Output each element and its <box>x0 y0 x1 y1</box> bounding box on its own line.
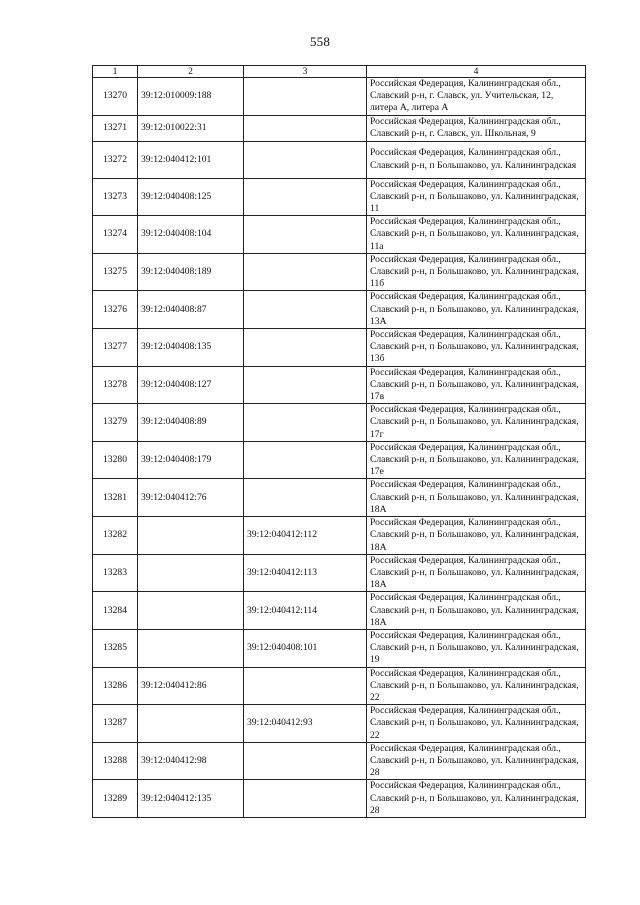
address: Российская Федерация, Калининградская обл., Славский р-н, п Большаково, ул. Калининградская, 11а <box>367 216 586 254</box>
cadastral-number: 39:12:040408:135 <box>138 329 244 367</box>
row-number: 13279 <box>93 404 138 442</box>
cadastral-number: 39:12:040412:135 <box>138 780 244 818</box>
row-number: 13280 <box>93 441 138 479</box>
cadastral-number <box>138 517 244 555</box>
row-number: 13276 <box>93 291 138 329</box>
column-header-number: 1 <box>93 66 138 78</box>
table-row <box>93 291 586 329</box>
related-cadastral-number <box>244 479 367 517</box>
related-cadastral-number <box>244 141 367 178</box>
registry-table <box>92 65 586 818</box>
table-body <box>93 78 586 818</box>
table-row <box>93 366 586 404</box>
row-number: 13271 <box>93 115 138 141</box>
related-cadastral-number <box>244 253 367 291</box>
cadastral-number: 39:12:040408:87 <box>138 291 244 329</box>
address: Российская Федерация, Калининградская обл., Славский р-н, п Большаково, ул. Калининградская, 17е <box>367 441 586 479</box>
related-cadastral-number: 39:12:040412:113 <box>244 554 367 592</box>
cadastral-number: 39:12:040408:127 <box>138 366 244 404</box>
cadastral-number: 39:12:040408:125 <box>138 178 244 216</box>
row-number: 13274 <box>93 216 138 254</box>
address: Российская Федерация, Калининградская обл., Славский р-н, п Большаково, ул. Калининградская, 18А <box>367 592 586 630</box>
related-cadastral-number: 39:12:040412:114 <box>244 592 367 630</box>
cadastral-number: 39:12:040408:89 <box>138 404 244 442</box>
address: Российская Федерация, Калининградская обл., Славский р-н, п Большаково, ул. Калининградская <box>367 141 586 178</box>
address: Российская Федерация, Калининградская обл., Славский р-н, п Большаково, ул. Калининградская, 18А <box>367 479 586 517</box>
related-cadastral-number <box>244 441 367 479</box>
related-cadastral-number: 39:12:040412:93 <box>244 705 367 743</box>
row-number: 13273 <box>93 178 138 216</box>
address: Российская Федерация, Калининградская обл., Славский р-н, п Большаково, ул. Калининградская, 17г <box>367 404 586 442</box>
cadastral-number <box>138 592 244 630</box>
header-row <box>93 66 586 78</box>
table-row <box>93 742 586 780</box>
related-cadastral-number <box>244 780 367 818</box>
related-cadastral-number <box>244 667 367 705</box>
row-number: 13281 <box>93 479 138 517</box>
address: Российская Федерация, Калининградская обл., Славский р-н, п Большаково, ул. Калининградская, 18А <box>367 554 586 592</box>
cadastral-number: 39:12:040412:76 <box>138 479 244 517</box>
cadastral-number <box>138 629 244 667</box>
cadastral-number: 39:12:010022:31 <box>138 115 244 141</box>
related-cadastral-number <box>244 115 367 141</box>
table-row <box>93 441 586 479</box>
table-row <box>93 592 586 630</box>
address: Российская Федерация, Калининградская обл., Славский р-н, п Большаково, ул. Калининградская, 28 <box>367 780 586 818</box>
row-number: 13287 <box>93 705 138 743</box>
cadastral-number: 39:12:040408:104 <box>138 216 244 254</box>
table-row <box>93 479 586 517</box>
address: Российская Федерация, Калининградская обл., Славский р-н, п Большаково, ул. Калининградская, 17в <box>367 366 586 404</box>
table-row <box>93 629 586 667</box>
row-number: 13275 <box>93 253 138 291</box>
row-number: 13288 <box>93 742 138 780</box>
table-row <box>93 404 586 442</box>
row-number: 13278 <box>93 366 138 404</box>
row-number: 13277 <box>93 329 138 367</box>
related-cadastral-number <box>244 329 367 367</box>
table-row <box>93 141 586 178</box>
table-row <box>93 329 586 367</box>
row-number: 13285 <box>93 629 138 667</box>
table-row <box>93 253 586 291</box>
related-cadastral-number <box>244 78 367 116</box>
related-cadastral-number <box>244 291 367 329</box>
address: Российская Федерация, Калининградская обл., Славский р-н, п Большаково, ул. Калининградская, 13А <box>367 291 586 329</box>
related-cadastral-number: 39:12:040412:112 <box>244 517 367 555</box>
related-cadastral-number <box>244 216 367 254</box>
table-row <box>93 517 586 555</box>
table-row <box>93 78 586 116</box>
row-number: 13286 <box>93 667 138 705</box>
related-cadastral-number <box>244 178 367 216</box>
cadastral-number: 39:12:040412:86 <box>138 667 244 705</box>
table-row <box>93 780 586 818</box>
table-row <box>93 216 586 254</box>
cadastral-number: 39:12:040412:101 <box>138 141 244 178</box>
related-cadastral-number <box>244 404 367 442</box>
cadastral-number: 39:12:040412:98 <box>138 742 244 780</box>
page-number: 558 <box>309 34 331 49</box>
column-header-address: 4 <box>367 66 586 78</box>
cadastral-number: 39:12:040408:179 <box>138 441 244 479</box>
row-number: 13284 <box>93 592 138 630</box>
column-header-related-cadastral-number: 3 <box>244 66 367 78</box>
row-number: 13289 <box>93 780 138 818</box>
cadastral-number: 39:12:010009:188 <box>138 78 244 116</box>
address: Российская Федерация, Калининградская обл., Славский р-н, г. Славск, ул. Школьная, 9 <box>367 115 586 141</box>
related-cadastral-number <box>244 742 367 780</box>
address: Российская Федерация, Калининградская обл., Славский р-н, г. Славск, ул. Учительская, 12, литера А, литера А <box>367 78 586 116</box>
table-row <box>93 667 586 705</box>
table-row <box>93 554 586 592</box>
address: Российская Федерация, Калининградская обл., Славский р-н, п Большаково, ул. Калининградская, 11 <box>367 178 586 216</box>
row-number: 13270 <box>93 78 138 116</box>
cadastral-number <box>138 554 244 592</box>
related-cadastral-number <box>244 366 367 404</box>
address: Российская Федерация, Калининградская обл., Славский р-н, п Большаково, ул. Калининградская, 11б <box>367 253 586 291</box>
address: Российская Федерация, Калининградская обл., Славский р-н, п Большаково, ул. Калининградская, 13б <box>367 329 586 367</box>
address: Российская Федерация, Калининградская обл., Славский р-н, п Большаково, ул. Калининградская, 18А <box>367 517 586 555</box>
cadastral-number: 39:12:040408:189 <box>138 253 244 291</box>
address: Российская Федерация, Калининградская обл., Славский р-н, п Большаково, ул. Калининградская, 19 <box>367 629 586 667</box>
table-row <box>93 115 586 141</box>
table-row <box>93 178 586 216</box>
related-cadastral-number: 39:12:040408:101 <box>244 629 367 667</box>
cadastral-number <box>138 705 244 743</box>
table-row <box>93 705 586 743</box>
address: Российская Федерация, Калининградская обл., Славский р-н, п Большаково, ул. Калининградская, 28 <box>367 742 586 780</box>
row-number: 13283 <box>93 554 138 592</box>
address: Российская Федерация, Калининградская обл., Славский р-н, п Большаково, ул. Калининградская, 22 <box>367 667 586 705</box>
row-number: 13282 <box>93 517 138 555</box>
column-header-cadastral-number: 2 <box>138 66 244 78</box>
address: Российская Федерация, Калининградская обл., Славский р-н, п Большаково, ул. Калининградская, 22 <box>367 705 586 743</box>
row-number: 13272 <box>93 141 138 178</box>
